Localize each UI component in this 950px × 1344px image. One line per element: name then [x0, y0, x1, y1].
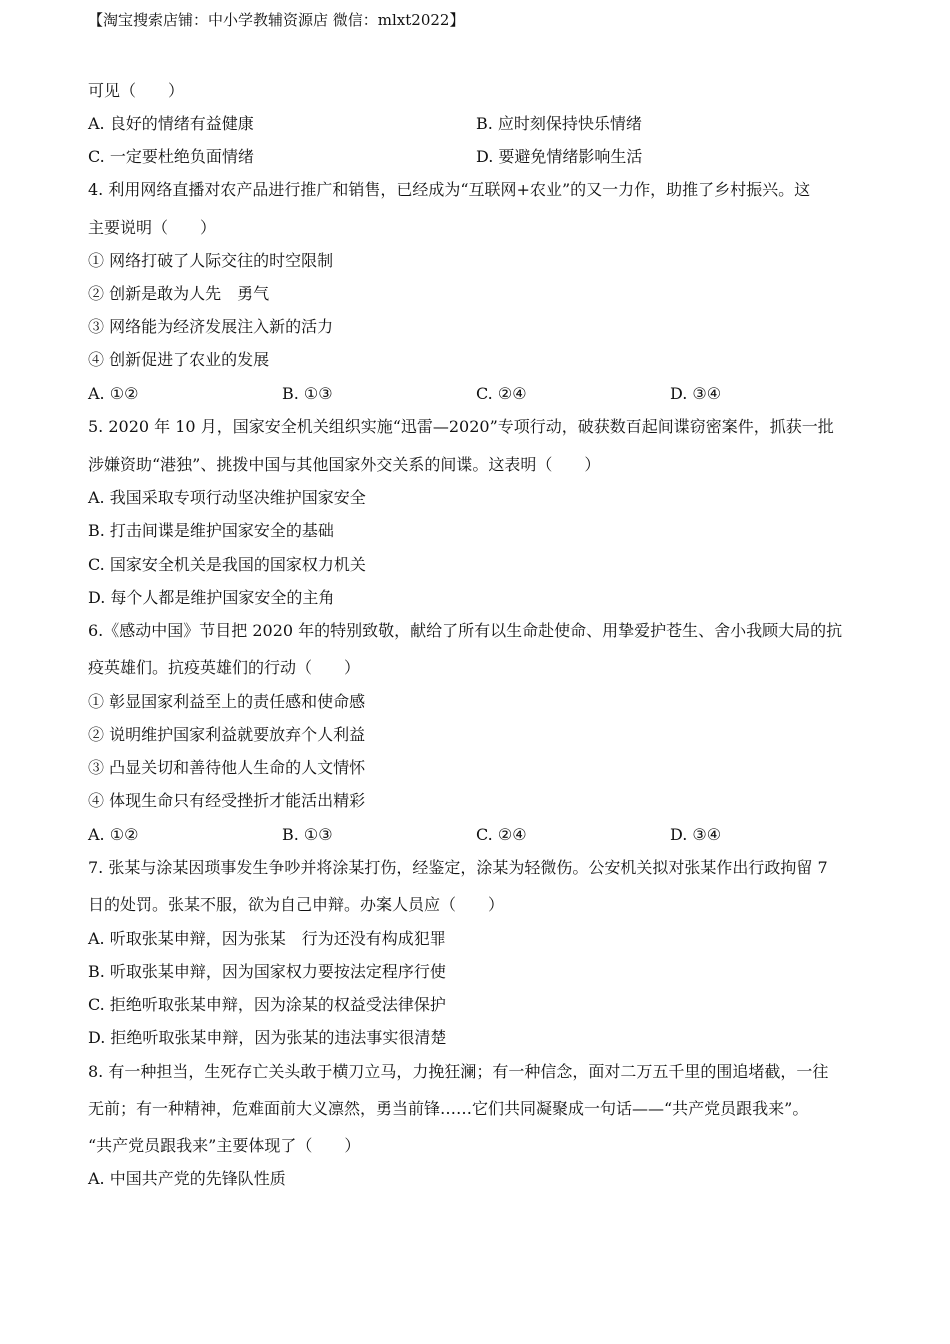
q6-stem-line-1: 6.《感动中国》节目把 2020 年的特别致敬，献给了所有以生命赴使命、用挚爱护苍生、舍小我顾大局的抗 [88, 621, 843, 640]
q7-option-b: B. 听取张某申辩，因为国家权力要按法定程序行使 [88, 962, 446, 981]
q3-option-b: B. 应时刻保持快乐情绪 [476, 114, 642, 133]
q5-stem-line-2: 涉嫌资助“港独”、挑拨中国与其他国家外交关系的间谍。这表明（ ） [88, 455, 601, 474]
q4-statement-3: ③ 网络能为经济发展注入新的活力 [88, 317, 334, 336]
q3-stem-tail: 可见（ ） [88, 81, 185, 100]
q5-option-b: B. 打击间谍是维护国家安全的基础 [88, 521, 334, 540]
q5-stem-line-1: 5. 2020 年 10 月，国家安全机关组织实施“迅雷—2020”专项行动，破获数百起间谍窃密案件，抓获一批 [88, 417, 834, 436]
q4-option-d: D. ③④ [670, 384, 722, 403]
q5-option-a: A. 我国采取专项行动坚决维护国家安全 [88, 488, 366, 507]
q7-option-d: D. 拒绝听取张某申辩，因为张某的违法事实很清楚 [88, 1028, 447, 1047]
q6-option-d: D. ③④ [670, 825, 722, 844]
q7-option-c: C. 拒绝听取张某申辩，因为涂某的权益受法律保护 [88, 995, 446, 1014]
q6-statement-1: ① 彰显国家利益至上的责任感和使命感 [88, 692, 366, 711]
q4-statement-2: ② 创新是敢为人先 勇气 [88, 284, 270, 303]
q8-stem-line-2: 无前；有一种精神，危难面前大义凛然，勇当前锋……它们共同凝聚成一句话——“共产党员跟我来”。 [88, 1099, 809, 1118]
q4-option-c: C. ②④ [476, 384, 527, 403]
q6-option-b: B. ①③ [282, 825, 333, 844]
q8-stem-line-3: “共产党员跟我来”主要体现了（ ） [88, 1136, 361, 1155]
q5-option-d: D. 每个人都是维护国家安全的主角 [88, 588, 335, 607]
q7-stem-line-2: 日的处罚。张某不服，欲为自己申辩。办案人员应（ ） [88, 895, 505, 914]
q3-option-d: D. 要避免情绪影响生活 [476, 147, 643, 166]
q7-option-a: A. 听取张某申辩，因为张某 行为还没有构成犯罪 [88, 929, 446, 948]
q6-statement-3: ③ 凸显关切和善待他人生命的人文情怀 [88, 758, 366, 777]
q3-option-c: C. 一定要杜绝负面情绪 [88, 147, 254, 166]
q8-option-a: A. 中国共产党的先锋队性质 [88, 1169, 286, 1188]
q4-stem-line-1: 4. 利用网络直播对农产品进行推广和销售，已经成为“互联网+农业”的又一力作，助推了乡村振兴。这 [88, 180, 811, 199]
q6-statement-2: ② 说明维护国家利益就要放弃个人利益 [88, 725, 366, 744]
q4-statement-4: ④ 创新促进了农业的发展 [88, 350, 270, 369]
q6-stem-line-2: 疫英雄们。抗疫英雄们的行动（ ） [88, 658, 361, 677]
q4-option-a: A. ①② [88, 384, 139, 403]
q4-option-b: B. ①③ [282, 384, 333, 403]
q7-stem-line-1: 7. 张某与涂某因琐事发生争吵并将涂某打伤，经鉴定，涂某为轻微伤。公安机关拟对张某作出行政拘留 7 [88, 858, 828, 877]
q6-option-a: A. ①② [88, 825, 139, 844]
q6-statement-4: ④ 体现生命只有经受挫折才能活出精彩 [88, 791, 366, 810]
q3-option-a: A. 良好的情绪有益健康 [88, 114, 254, 133]
q4-statement-1: ① 网络打破了人际交往的时空限制 [88, 251, 334, 270]
q5-option-c: C. 国家安全机关是我国的国家权力机关 [88, 555, 366, 574]
q8-stem-line-1: 8. 有一种担当，生死存亡关头敢于横刀立马，力挽狂澜；有一种信念，面对二万五千里的围追堵截，一往 [88, 1062, 829, 1081]
header-banner: 【淘宝搜索店铺：中小学教辅资源店 微信：mlxt2022】 [88, 11, 465, 29]
q6-option-c: C. ②④ [476, 825, 527, 844]
q4-stem-line-2: 主要说明（ ） [88, 218, 217, 237]
